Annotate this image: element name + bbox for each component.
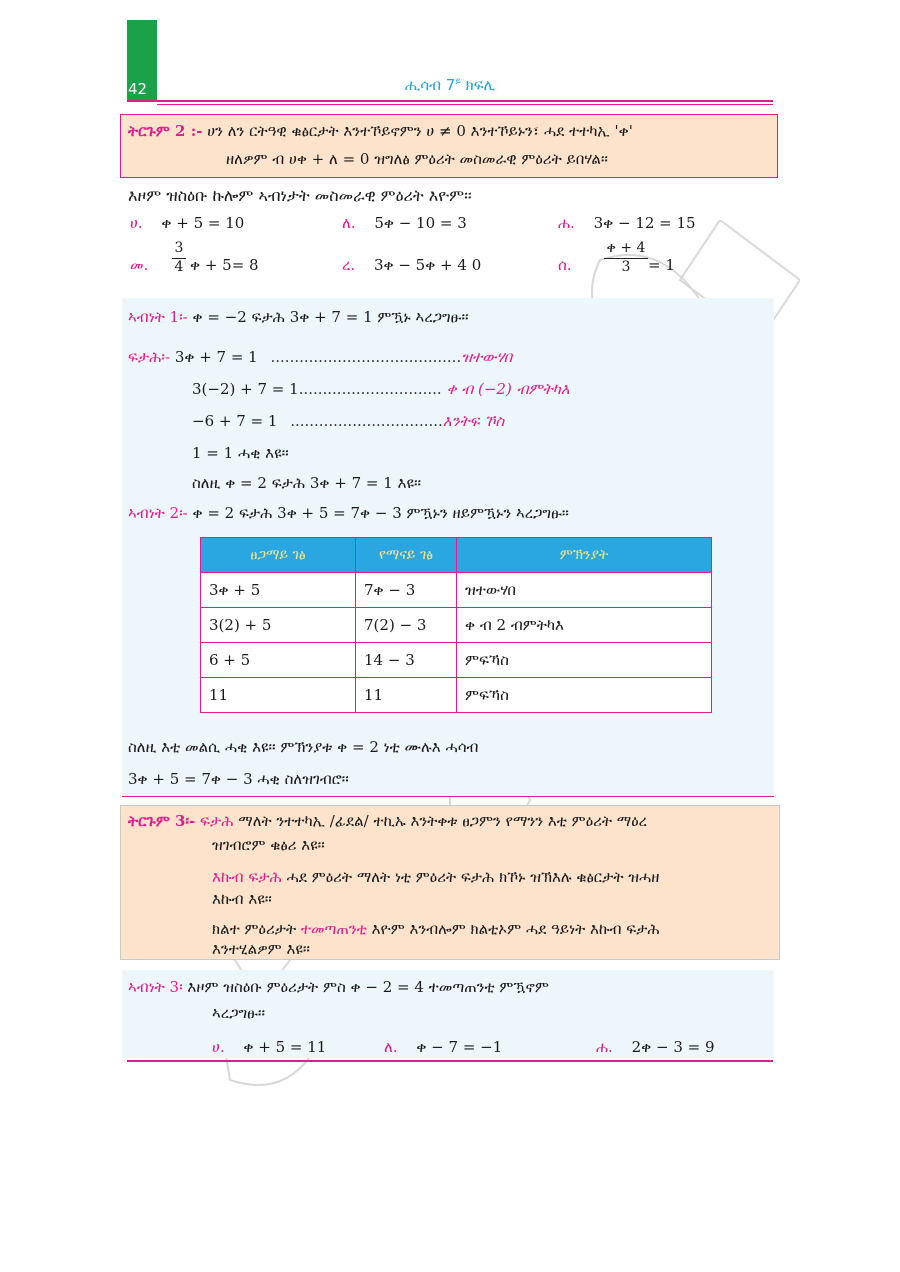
definition-3-line2: ዝገብሮም ቁፅሪ እዩ፡፡ xyxy=(212,836,325,854)
table-row: 11 11 ምፍኻስ xyxy=(201,678,712,713)
example-item-f: ሰ. xyxy=(558,256,572,274)
definition-3-line1: ትርጉም 3፡- ፍታሕ ማለት ንተተካኢ /ፊደል/ ተኪኡ እንትቀቱ ፀጋምን የማንን እቲ ምዕሪት ማዕረ xyxy=(128,812,648,830)
example-item-b: ለ. 5ቀ − 10 = 3 xyxy=(342,214,467,232)
example-item-c: ሐ. 3ቀ − 12 = 15 xyxy=(558,214,696,232)
examples-heading: እዞም ዝስዕቡ ኩሎም ኣብነታት መስመራዊ ምዕሪት እዮም፡፡ xyxy=(128,186,472,205)
table-header-left: ፀጋማይ ገፅ xyxy=(201,538,356,573)
table-header-reason: ምኽንያት xyxy=(457,538,712,573)
header-rule xyxy=(127,100,773,102)
example-box-bottom-rule xyxy=(122,796,774,797)
table-row: 3(2) + 5 7(2) − 3 ቀ ብ 2 ብምትካእ xyxy=(201,608,712,643)
table-row: 6 + 5 14 − 3 ምፍኻስ xyxy=(201,643,712,678)
example-3-item-a: ሀ. ቀ + 5 = 11 xyxy=(212,1038,327,1056)
page-number: 42 xyxy=(128,80,148,98)
definition-2-line1: ትርጉም 2 :- ሀን ለን ርትዓዊ ቁፅርታት እንተኾይኖምን ሀ ≠ 0 እንተኾይኑን፣ ሓደ ተተካኢ 'ቀ' xyxy=(128,122,633,140)
example-2-table xyxy=(200,537,712,713)
example-1-step-1: ፍታሕ፡- 3ቀ + 7 = 1 ........................................ዝተውሃበ xyxy=(128,348,513,366)
example-2-conclusion-1: ስለዚ እቲ መልሲ ሓቂ እዩ፡፡ ምኽንያቱ ቀ = 2 ነቲ ሙሉእ ሓሳብ xyxy=(128,738,479,756)
example-1-step-3: −6 + 7 = 1 ................................እንትፍ ኾስ xyxy=(192,412,505,430)
example-1-step-4: 1 = 1 ሓቂ እዩ፡፡ xyxy=(192,444,289,462)
example-1-statement: ኣብነት 1፡- ቀ = −2 ፍታሕ 3ቀ + 7 = 1 ምዃኑ ኣረጋግፁ፡፡ xyxy=(128,308,469,326)
example-3-statement-2: ኣረጋግፁ፡፡ xyxy=(212,1004,265,1022)
example-item-a: ሀ. ቀ + 5 = 10 xyxy=(130,214,245,232)
definition-3-p3-line1: ክልተ ምዕሪታት ተመጣጠንቲ እዮም እንብሎም ክልቲኦም ሓደ ዓይነት እኩብ ፍታሕ xyxy=(212,920,660,938)
definition-2-line2: ዘለዎም ብ ሀቀ + ለ = 0 ዝግለፅ ምዕሪት መስመራዊ ምዕሪት ይበሃል፡፡ xyxy=(226,150,608,168)
example-2-statement: ኣብነት 2፡- ቀ = 2 ፍታሕ 3ቀ + 5 = 7ቀ − 3 ምዃኑን ዘይምዃኑን ኣረጋግፁ። xyxy=(128,504,569,522)
example-3-item-b: ለ. ቀ − 7 = −1 xyxy=(384,1038,503,1056)
fraction-q-plus-4-over-3: ቀ + 4 3 xyxy=(604,240,648,275)
example-3-item-c: ሐ. 2ቀ − 3 = 9 xyxy=(596,1038,715,1056)
example-1-step-5: ስለዚ ቀ = 2 ፍታሕ 3ቀ + 7 = 1 እዩ፡፡ xyxy=(192,474,422,492)
fraction-3-4: 3 4 xyxy=(172,240,186,275)
page-header-title: ሒሳብ $7^ይ$ ክፍሊ xyxy=(404,76,496,94)
table-row: 3ቀ + 5 7ቀ − 3 ዝተውሃበ xyxy=(201,573,712,608)
definition-3-p2-line1: እኩብ ፍታሕ ሓደ ምዕሪት ማለት ነቲ ምዕሪት ፍታሕ ክኾኑ ዝኽእሉ ቁፅርታት ዝሓዘ xyxy=(212,868,660,886)
table-header-row xyxy=(201,538,712,573)
example-item-d: መ. xyxy=(130,256,149,274)
example-1-step-2: 3(−2) + 7 = 1.............................. ቀ ብ (−2) ብምትካእ xyxy=(192,380,570,398)
example-3-statement-1: ኣብነት 3፡ እዞም ዝስዕቡ ምዕሪታት ምስ ቀ − 2 = 4 ተመጣጠንቲ ምዃኖም xyxy=(128,978,549,996)
example-item-d-expr: ቀ + 5= 8 xyxy=(190,256,259,274)
header-rule-thin xyxy=(157,104,773,105)
example-item-f-expr: = 1 xyxy=(648,256,675,274)
example-2-conclusion-2: 3ቀ + 5 = 7ቀ − 3 ሓቂ ስለዝገብሮ፡፡ xyxy=(128,770,349,788)
example-3-bottom-rule xyxy=(127,1060,773,1062)
definition-3-p3-line2: እንተሂልዎም እዩ፡፡ xyxy=(212,940,310,958)
definition-3-p2-line2: እኩብ እዩ፡፡ xyxy=(212,890,272,908)
example-item-e: ረ. 3ቀ − 5ቀ + 4 0 xyxy=(342,256,482,274)
table-header-right: የማናይ ገፅ xyxy=(356,538,457,573)
